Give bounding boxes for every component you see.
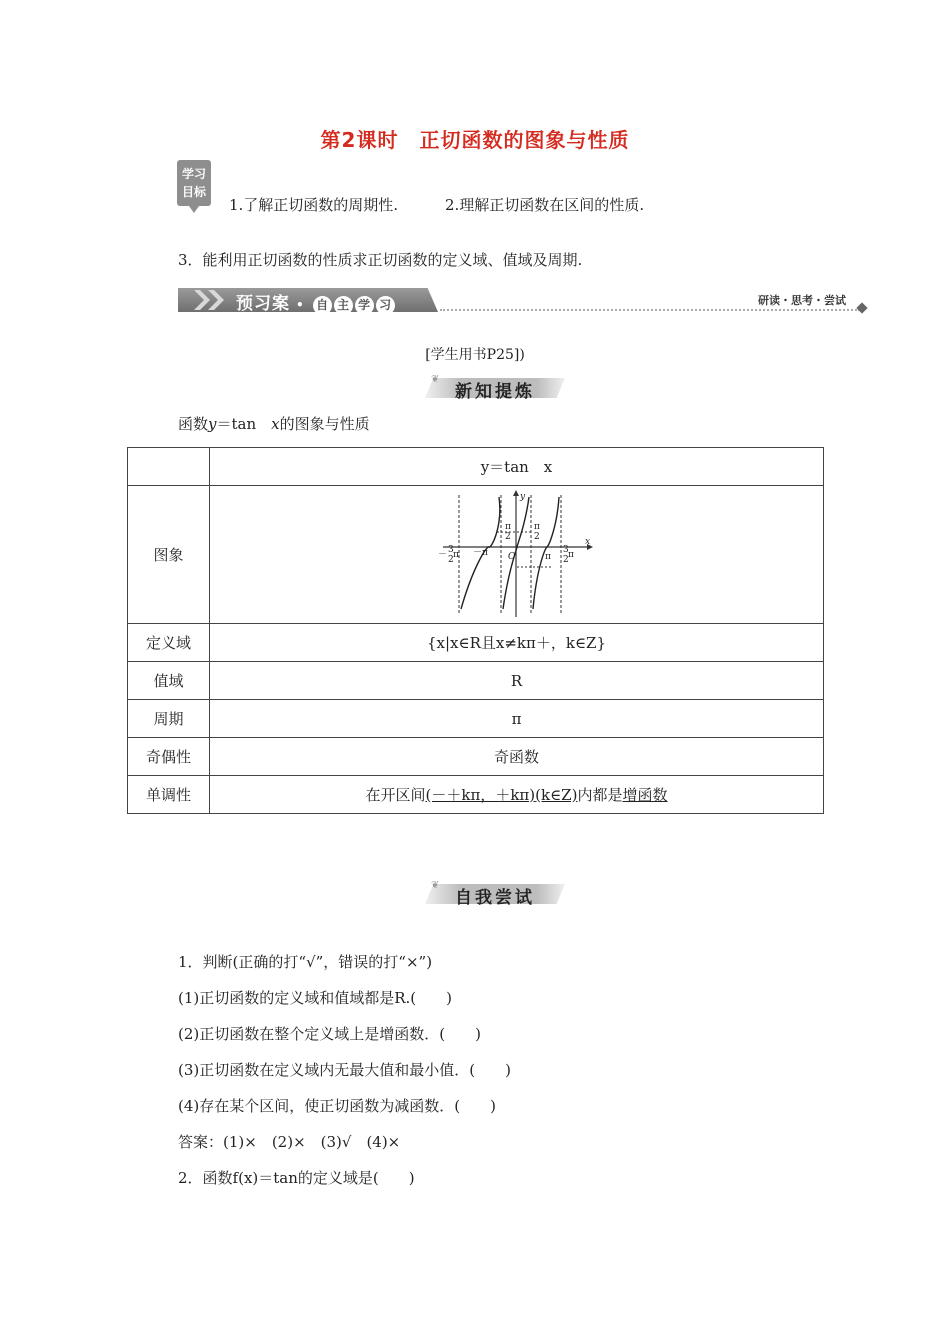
svg-text:π: π bbox=[567, 549, 574, 560]
banner-label: 预习案 • 自 主 学 习 bbox=[236, 289, 395, 315]
svg-text:2: 2 bbox=[504, 531, 511, 542]
table-header-function: y＝tan x bbox=[210, 448, 824, 486]
svg-text:O: O bbox=[507, 551, 515, 562]
table-intro: 函数y＝tan x的图象与性质 bbox=[178, 415, 370, 433]
row-value-period: π bbox=[210, 700, 824, 738]
graph-cell bbox=[210, 486, 824, 624]
exercise-line: (3)正切函数在定义域内无最大值和最小值．( ) bbox=[178, 1061, 511, 1079]
exercise-line: 1．判断(正确的打“√”，错误的打“×”) bbox=[178, 953, 433, 971]
row-value-monotonicity: 在开区间(－＋kπ，＋kπ)(k∈Z)内都是增函数 bbox=[210, 776, 824, 814]
table-row bbox=[128, 738, 824, 776]
svg-text:2: 2 bbox=[447, 554, 454, 565]
table-row bbox=[128, 776, 824, 814]
page-title: 第2课时 正切函数的图象与性质 bbox=[320, 128, 630, 152]
book-reference: [学生用书P25]) bbox=[425, 347, 525, 363]
svg-text:2: 2 bbox=[533, 531, 540, 542]
section-heading-text: 新知提炼 bbox=[455, 382, 535, 402]
section-heading-new-knowledge bbox=[425, 374, 565, 400]
svg-text:π: π bbox=[504, 521, 511, 532]
exercise-line: 2．函数f(x)＝tan的定义域是( ) bbox=[178, 1169, 415, 1187]
table-row bbox=[128, 624, 824, 662]
goal-item-2: 2.理解正切函数在区间的性质. bbox=[445, 196, 645, 214]
section-heading-text: 自我尝试 bbox=[455, 888, 535, 908]
table-row bbox=[128, 700, 824, 738]
row-label-domain: 定义域 bbox=[128, 624, 210, 662]
preview-banner bbox=[178, 286, 868, 314]
table-row bbox=[128, 662, 824, 700]
leaf-icon: ❦ bbox=[431, 374, 440, 385]
answer-line: 答案：(1)× (2)× (3)√ (4)× bbox=[178, 1133, 401, 1151]
leaf-icon: ❦ bbox=[431, 880, 440, 891]
row-label-graph: 图象 bbox=[128, 486, 210, 624]
exercise-line: (1)正切函数的定义域和值域都是R.( ) bbox=[178, 989, 453, 1007]
table-row bbox=[128, 486, 824, 624]
banner-circle-2: 主 bbox=[334, 296, 353, 315]
svg-text:π: π bbox=[533, 521, 540, 532]
row-label-period: 周期 bbox=[128, 700, 210, 738]
svg-text:π: π bbox=[544, 551, 551, 562]
svg-text:π: π bbox=[452, 549, 459, 560]
banner-circle-4: 习 bbox=[376, 296, 395, 315]
goal-item-1: 1.了解正切函数的周期性. bbox=[229, 196, 399, 214]
double-chevron-icon bbox=[192, 290, 232, 310]
exercise-line: (4)存在某个区间，使正切函数为减函数．( ) bbox=[178, 1097, 496, 1115]
section-heading-self-test bbox=[425, 880, 565, 906]
table-cell bbox=[128, 448, 210, 486]
learning-goals-badge bbox=[177, 160, 211, 206]
svg-text:3: 3 bbox=[447, 544, 454, 555]
svg-text:－π: －π bbox=[472, 547, 488, 558]
badge-top-text: 学习 bbox=[181, 167, 206, 181]
svg-text:x: x bbox=[584, 536, 590, 547]
row-label-parity: 奇偶性 bbox=[128, 738, 210, 776]
tangent-graph bbox=[437, 487, 597, 623]
row-value-parity: 奇函数 bbox=[210, 738, 824, 776]
svg-text:y: y bbox=[519, 491, 525, 502]
svg-text:－: － bbox=[437, 549, 447, 560]
banner-circle-1: 自 bbox=[313, 296, 332, 315]
banner-circle-3: 学 bbox=[355, 296, 374, 315]
exercise-line: (2)正切函数在整个定义域上是增函数．( ) bbox=[178, 1025, 481, 1043]
goal-item-3: 3．能利用正切函数的性质求正切函数的定义域、值域及周期. bbox=[178, 251, 583, 269]
banner-dotted-line bbox=[440, 309, 860, 311]
properties-table bbox=[127, 447, 824, 814]
banner-label-text: 预习案 bbox=[236, 294, 290, 314]
svg-text:2: 2 bbox=[562, 554, 569, 565]
row-label-monotonicity: 单调性 bbox=[128, 776, 210, 814]
row-value-range: R bbox=[210, 662, 824, 700]
row-label-range: 值域 bbox=[128, 662, 210, 700]
diamond-icon bbox=[856, 302, 867, 313]
row-value-domain: {x|x∈R且x≠kπ＋，k∈Z} bbox=[210, 624, 824, 662]
banner-right-text: 研读・思考・尝试 bbox=[758, 294, 846, 307]
badge-bottom-text: 目标 bbox=[181, 185, 206, 199]
table-row bbox=[128, 448, 824, 486]
svg-text:3: 3 bbox=[562, 544, 569, 555]
